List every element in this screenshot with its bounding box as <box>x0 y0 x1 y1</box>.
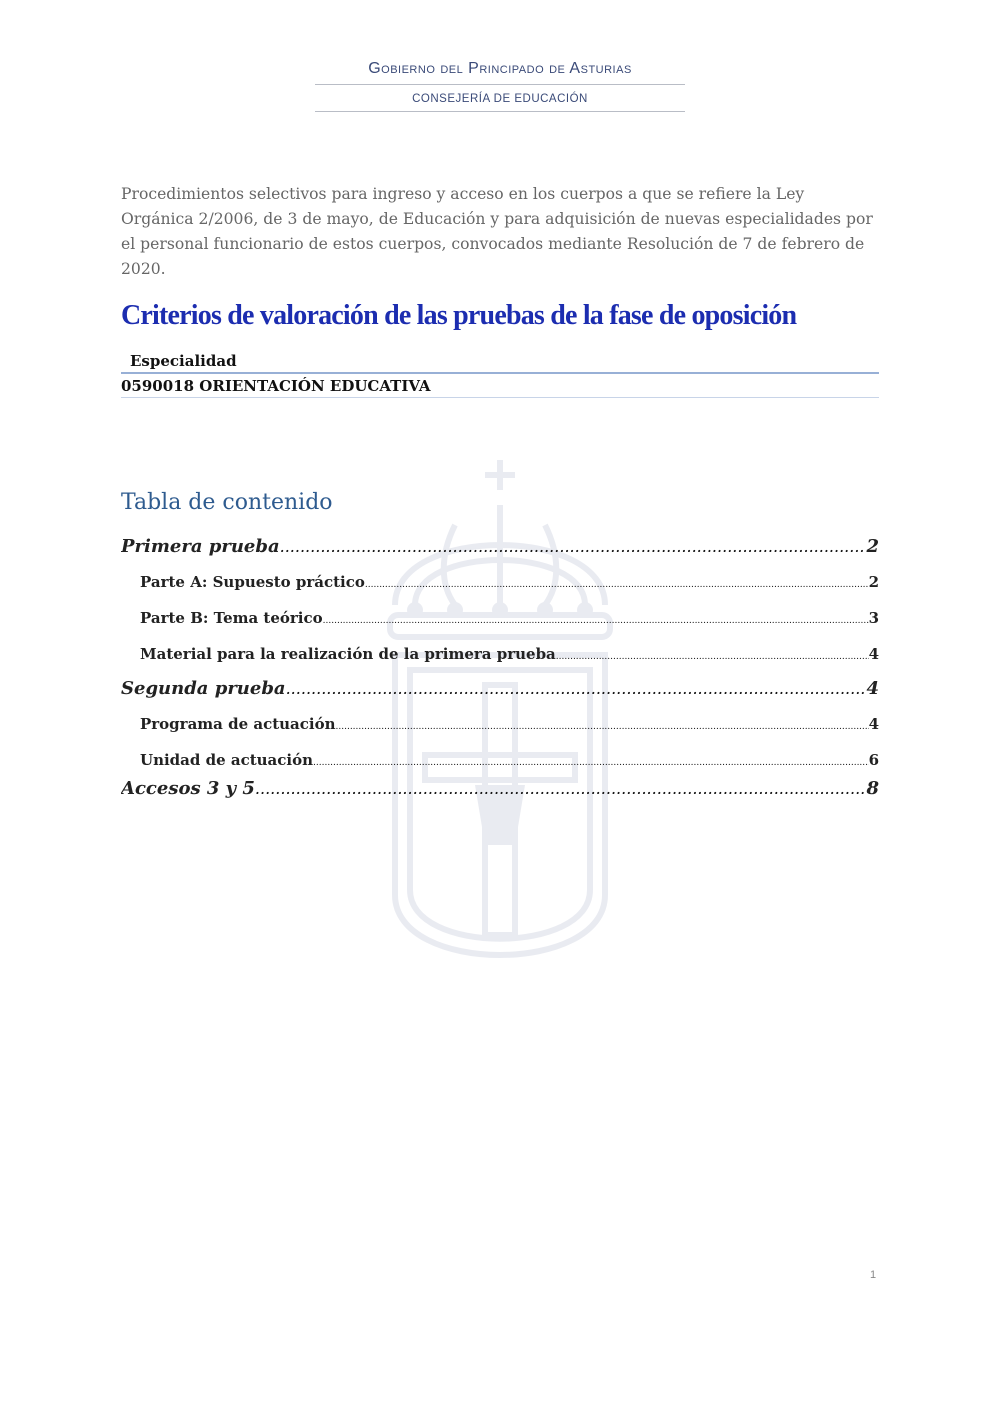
government-name <box>315 60 685 85</box>
toc-entry-title: Programa de actuación <box>140 715 336 733</box>
toc-entry-title: Parte B: Tema teórico <box>140 609 323 627</box>
toc-entry-material[interactable] <box>121 639 879 675</box>
toc-entry-unidad[interactable] <box>121 745 879 775</box>
toc-entry-page: 3 <box>868 609 879 627</box>
toc-leader <box>336 712 869 742</box>
government-name-text: Gobierno del Principado de Asturias <box>368 60 632 77</box>
toc-entry-page: 2 <box>866 536 879 557</box>
toc-leader <box>280 533 867 561</box>
toc-heading: Tabla de contenido <box>121 490 333 515</box>
specialty-label: Especialidad <box>121 352 879 374</box>
toc-leader <box>313 748 869 775</box>
toc-leader <box>286 675 867 703</box>
toc-leader <box>255 775 867 803</box>
toc-entry-title: Primera prueba <box>121 536 280 557</box>
toc-entry-page: 4 <box>868 715 879 733</box>
toc-entry-page: 2 <box>868 573 879 591</box>
toc-entry-segunda-prueba[interactable] <box>121 675 879 709</box>
specialty-block <box>121 352 879 398</box>
toc-entry-title: Unidad de actuación <box>140 751 314 769</box>
table-of-contents <box>121 533 879 809</box>
specialty-value: 0590018 ORIENTACIÓN EDUCATIVA <box>121 374 879 398</box>
toc-entry-accesos[interactable] <box>121 775 879 809</box>
toc-entry-primera-prueba[interactable] <box>121 533 879 567</box>
toc-entry-page: 4 <box>868 645 879 663</box>
toc-entry-title: Accesos 3 y 5 <box>121 778 255 799</box>
department-name: CONSEJERÍA DE EDUCACIÓN <box>315 85 685 112</box>
toc-leader <box>556 642 869 672</box>
toc-leader <box>323 606 869 636</box>
toc-entry-title: Parte A: Supuesto práctico <box>140 573 365 591</box>
page-number: 1 <box>870 1269 877 1281</box>
document-title: Criterios de valoración de las pruebas de la fase de oposición <box>121 300 797 331</box>
toc-entry-title: Material para la realización de la primera prueba <box>140 645 556 663</box>
toc-entry-parte-b[interactable] <box>121 603 879 639</box>
toc-entry-parte-a[interactable] <box>121 567 879 603</box>
letterhead <box>315 60 685 112</box>
toc-entry-page: 8 <box>866 778 879 799</box>
intro-paragraph: Procedimientos selectivos para ingreso y acceso en los cuerpos a que se refiere la Ley Orgánica 2/2006, de 3 de mayo, de Educación y para adquisición de nuevas especialidades por el personal funcionario de estos cuerpos, convocados mediante Resolución de 7 de febrero de 2020. <box>121 185 873 278</box>
toc-entry-page: 6 <box>868 751 879 769</box>
toc-entry-page: 4 <box>866 678 879 699</box>
toc-leader <box>365 570 869 600</box>
toc-entry-title: Segunda prueba <box>121 678 286 699</box>
toc-entry-programa[interactable] <box>121 709 879 745</box>
